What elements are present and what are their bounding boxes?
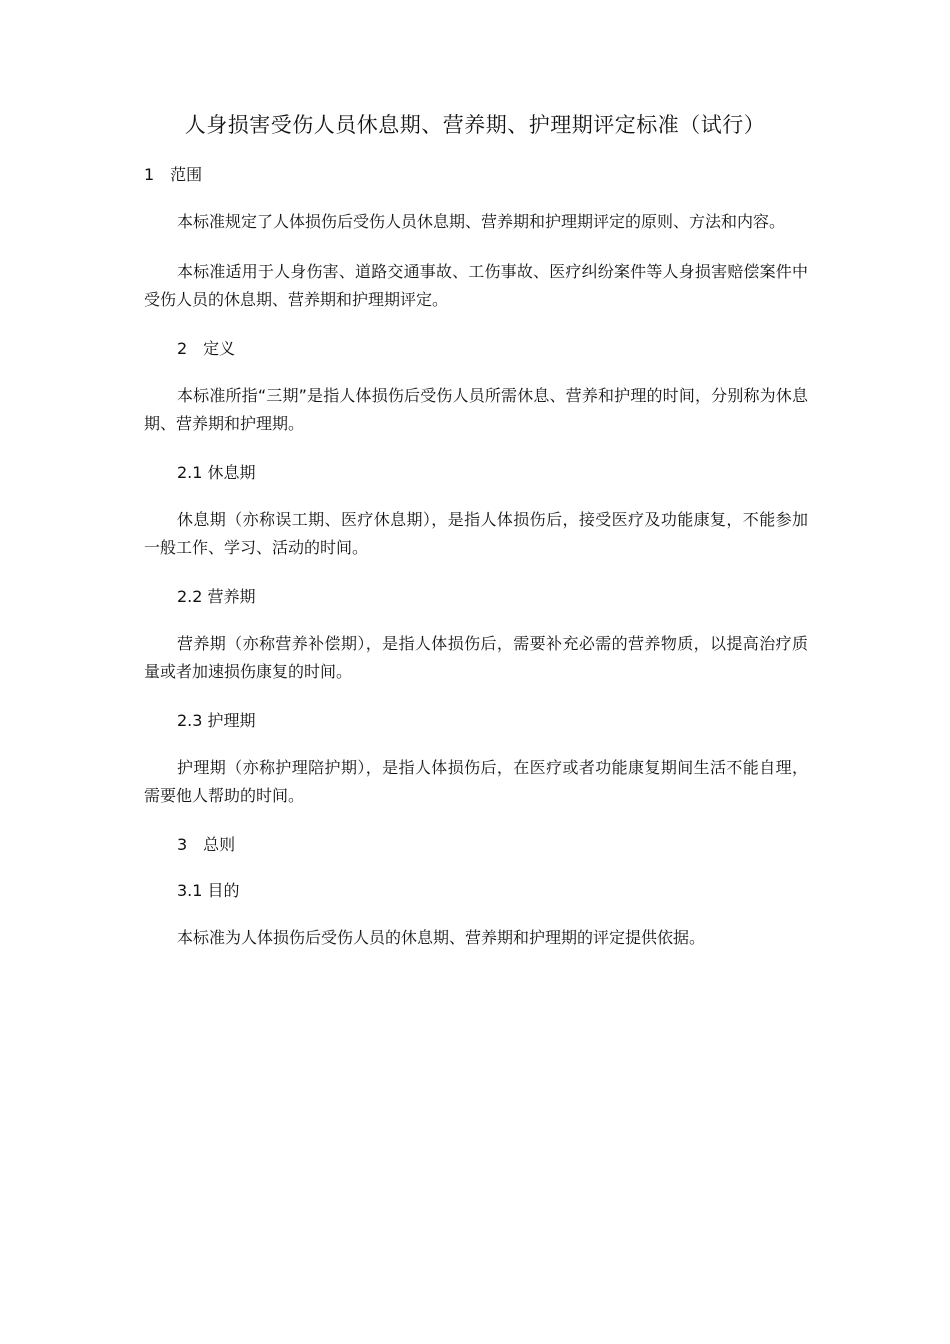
document-title: 人身损害受伤人员休息期、营养期、护理期评定标准（试行） — [184, 113, 766, 137]
section-2-paragraph-1: 本标准所指“三期”是指人体损伤后受伤人员所需休息、营养和护理的时间，分别称为休息期、营养期和护理期。 — [144, 386, 808, 433]
section-3-heading: 3 总则 — [177, 835, 236, 854]
section-2-2-heading: 2.2 营养期 — [177, 587, 256, 606]
section-2-1-paragraph: 休息期（亦称误工期、医疗休息期），是指人体损伤后，接受医疗及功能康复，不能参加一般工作、学习、活动的时间。 — [144, 510, 808, 557]
section-2-1-heading: 2.1 休息期 — [177, 463, 256, 482]
section-2-3-heading: 2.3 护理期 — [177, 711, 256, 730]
section-3-1-heading: 3.1 目的 — [177, 881, 240, 900]
section-1-heading: 1 范围 — [144, 165, 203, 184]
section-2-heading: 2 定义 — [177, 339, 236, 358]
section-1-paragraph-1: 本标准规定了人体损伤后受伤人员休息期、营养期和护理期评定的原则、方法和内容。 — [177, 212, 786, 231]
section-2-3-paragraph: 护理期（亦称护理陪护期），是指人体损伤后，在医疗或者功能康复期间生活不能自理，需要他人帮助的时间。 — [144, 758, 808, 805]
section-2-2-paragraph: 营养期（亦称营养补偿期），是指人体损伤后，需要补充必需的营养物质，以提高治疗质量或者加速损伤康复的时间。 — [144, 634, 808, 681]
section-3-1-paragraph: 本标准为人体损伤后受伤人员的休息期、营养期和护理期的评定提供依据。 — [177, 928, 706, 947]
section-1-paragraph-2: 本标准适用于人身伤害、道路交通事故、工伤事故、医疗纠纷案件等人身损害赔偿案件中受伤人员的休息期、营养期和护理期评定。 — [144, 262, 808, 309]
document-body — [144, 162, 808, 952]
